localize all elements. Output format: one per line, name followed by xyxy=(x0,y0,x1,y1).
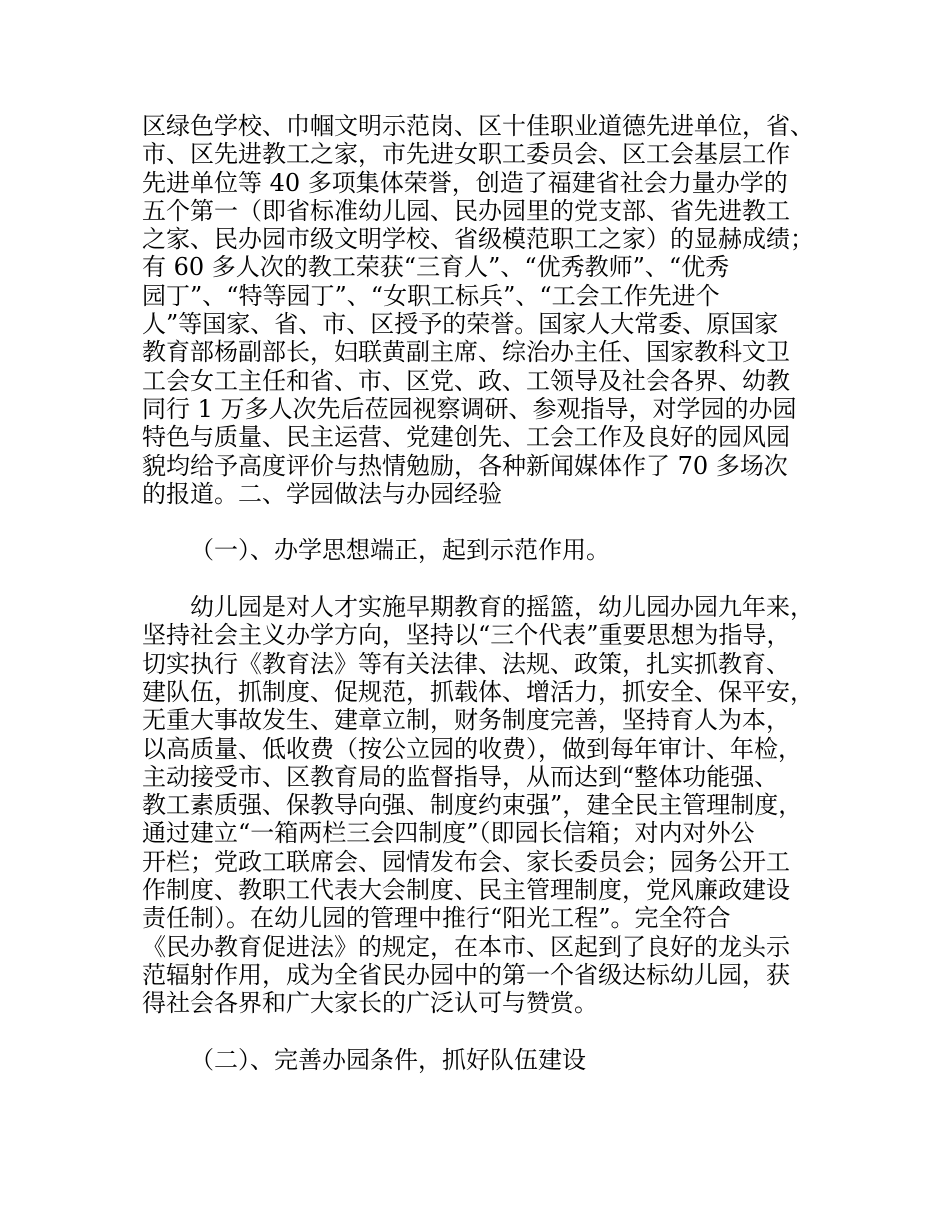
text-line: 市、区先进教工之家，市先进女职工委员会、区工会基层工作 xyxy=(142,140,790,169)
text-line: 之家、民办园市级文明学校、省级模范职工之家）的显赫成绩； xyxy=(142,225,814,254)
text-line: 教育部杨副部长，妇联黄副主席、综治办主任、国家教科文卫 xyxy=(142,338,790,367)
paragraph-gap xyxy=(142,1018,832,1046)
text-line: 无重大事故发生、建章立制，财务制度完善，坚持育人为本， xyxy=(142,706,790,735)
text-line: 《民办教育促进法》的规定，在本市、区起到了良好的龙头示 xyxy=(142,932,790,961)
text-line: 以高质量、低收费（按公立园的收费），做到每年审计、年检， xyxy=(142,734,802,763)
heading-line: （二）、完善办园条件，抓好队伍建设 xyxy=(190,1045,586,1074)
text-line: 责任制）。在幼儿园的管理中推行“阳光工程”。完全符合 xyxy=(142,904,731,933)
text-line: 有 60 多人次的教工荣获“三育人”、“优秀教师”、“优秀 xyxy=(142,253,730,282)
section-heading-2 xyxy=(142,1046,832,1074)
paragraph-philosophy xyxy=(142,593,832,1017)
text-line: 切实执行《教育法》等有关法律、法规、政策，扎实抓教育、 xyxy=(142,649,790,678)
text-line: 同行 1 万多人次先后莅园视察调研、参观指导，对学园的办园 xyxy=(142,394,797,423)
text-line: 工会女工主任和省、市、区党、政、工领导及社会各界、幼教 xyxy=(142,366,790,395)
text-line: 园丁”、“特等园丁”、“女职工标兵”、“工会工作先进个 xyxy=(142,281,720,310)
text-line: 特色与质量、民主运营、党建创先、工会工作及良好的园风园 xyxy=(142,423,790,452)
heading-line: （一）、办学思想端正，起到示范作用。 xyxy=(190,536,610,565)
text-line: 得社会各界和广大家长的广泛认可与赞赏。 xyxy=(142,989,598,1018)
text-line: 区绿色学校、巾帼文明示范岗、区十佳职业道德先进单位，省、 xyxy=(142,112,814,140)
text-line: 先进单位等 40 多项集体荣誉，创造了福建省社会力量办学的 xyxy=(142,168,788,197)
text-line: 的报道。二、学园做法与办园经验 xyxy=(142,479,502,508)
paragraph-honors xyxy=(142,112,832,508)
text-line: 作制度、教职工代表大会制度、民主管理制度，党风廉政建设 xyxy=(142,876,790,905)
paragraph-gap xyxy=(142,565,832,593)
document-page xyxy=(142,112,832,1074)
text-line: 建队伍，抓制度、促规范，抓载体、增活力，抓安全、保平安， xyxy=(142,677,814,706)
text-line: 范辐射作用，成为全省民办园中的第一个省级达标幼儿园，获 xyxy=(142,960,790,989)
text-line: 五个第一（即省标准幼儿园、民办园里的党支部、省先进教工 xyxy=(142,196,790,225)
text-line: 主动接受市、区教育局的监督指导，从而达到“整体功能强、 xyxy=(142,762,779,791)
text-line: 通过建立“一箱两栏三会四制度”（即园长信箱；对内对外公 xyxy=(142,819,755,848)
text-line: 开栏；党政工联席会、园情发布会、家长委员会；园务公开工 xyxy=(142,847,790,876)
text-line: 坚持社会主义办学方向，坚持以“三个代表”重要思想为指导， xyxy=(142,621,791,650)
text-line: 教工素质强、保教导向强、制度约束强”，建全民主管理制度， xyxy=(142,791,803,820)
text-line: 幼儿园是对人才实施早期教育的摇篮，幼儿园办园九年来， xyxy=(190,593,814,622)
text-line: 貌均给予高度评价与热情勉励，各种新闻媒体作了 70 多场次 xyxy=(142,451,788,480)
text-line: 人”等国家、省、市、区授予的荣誉。国家人大常委、原国家 xyxy=(142,310,779,339)
section-heading-1 xyxy=(142,536,832,564)
paragraph-gap xyxy=(142,508,832,536)
